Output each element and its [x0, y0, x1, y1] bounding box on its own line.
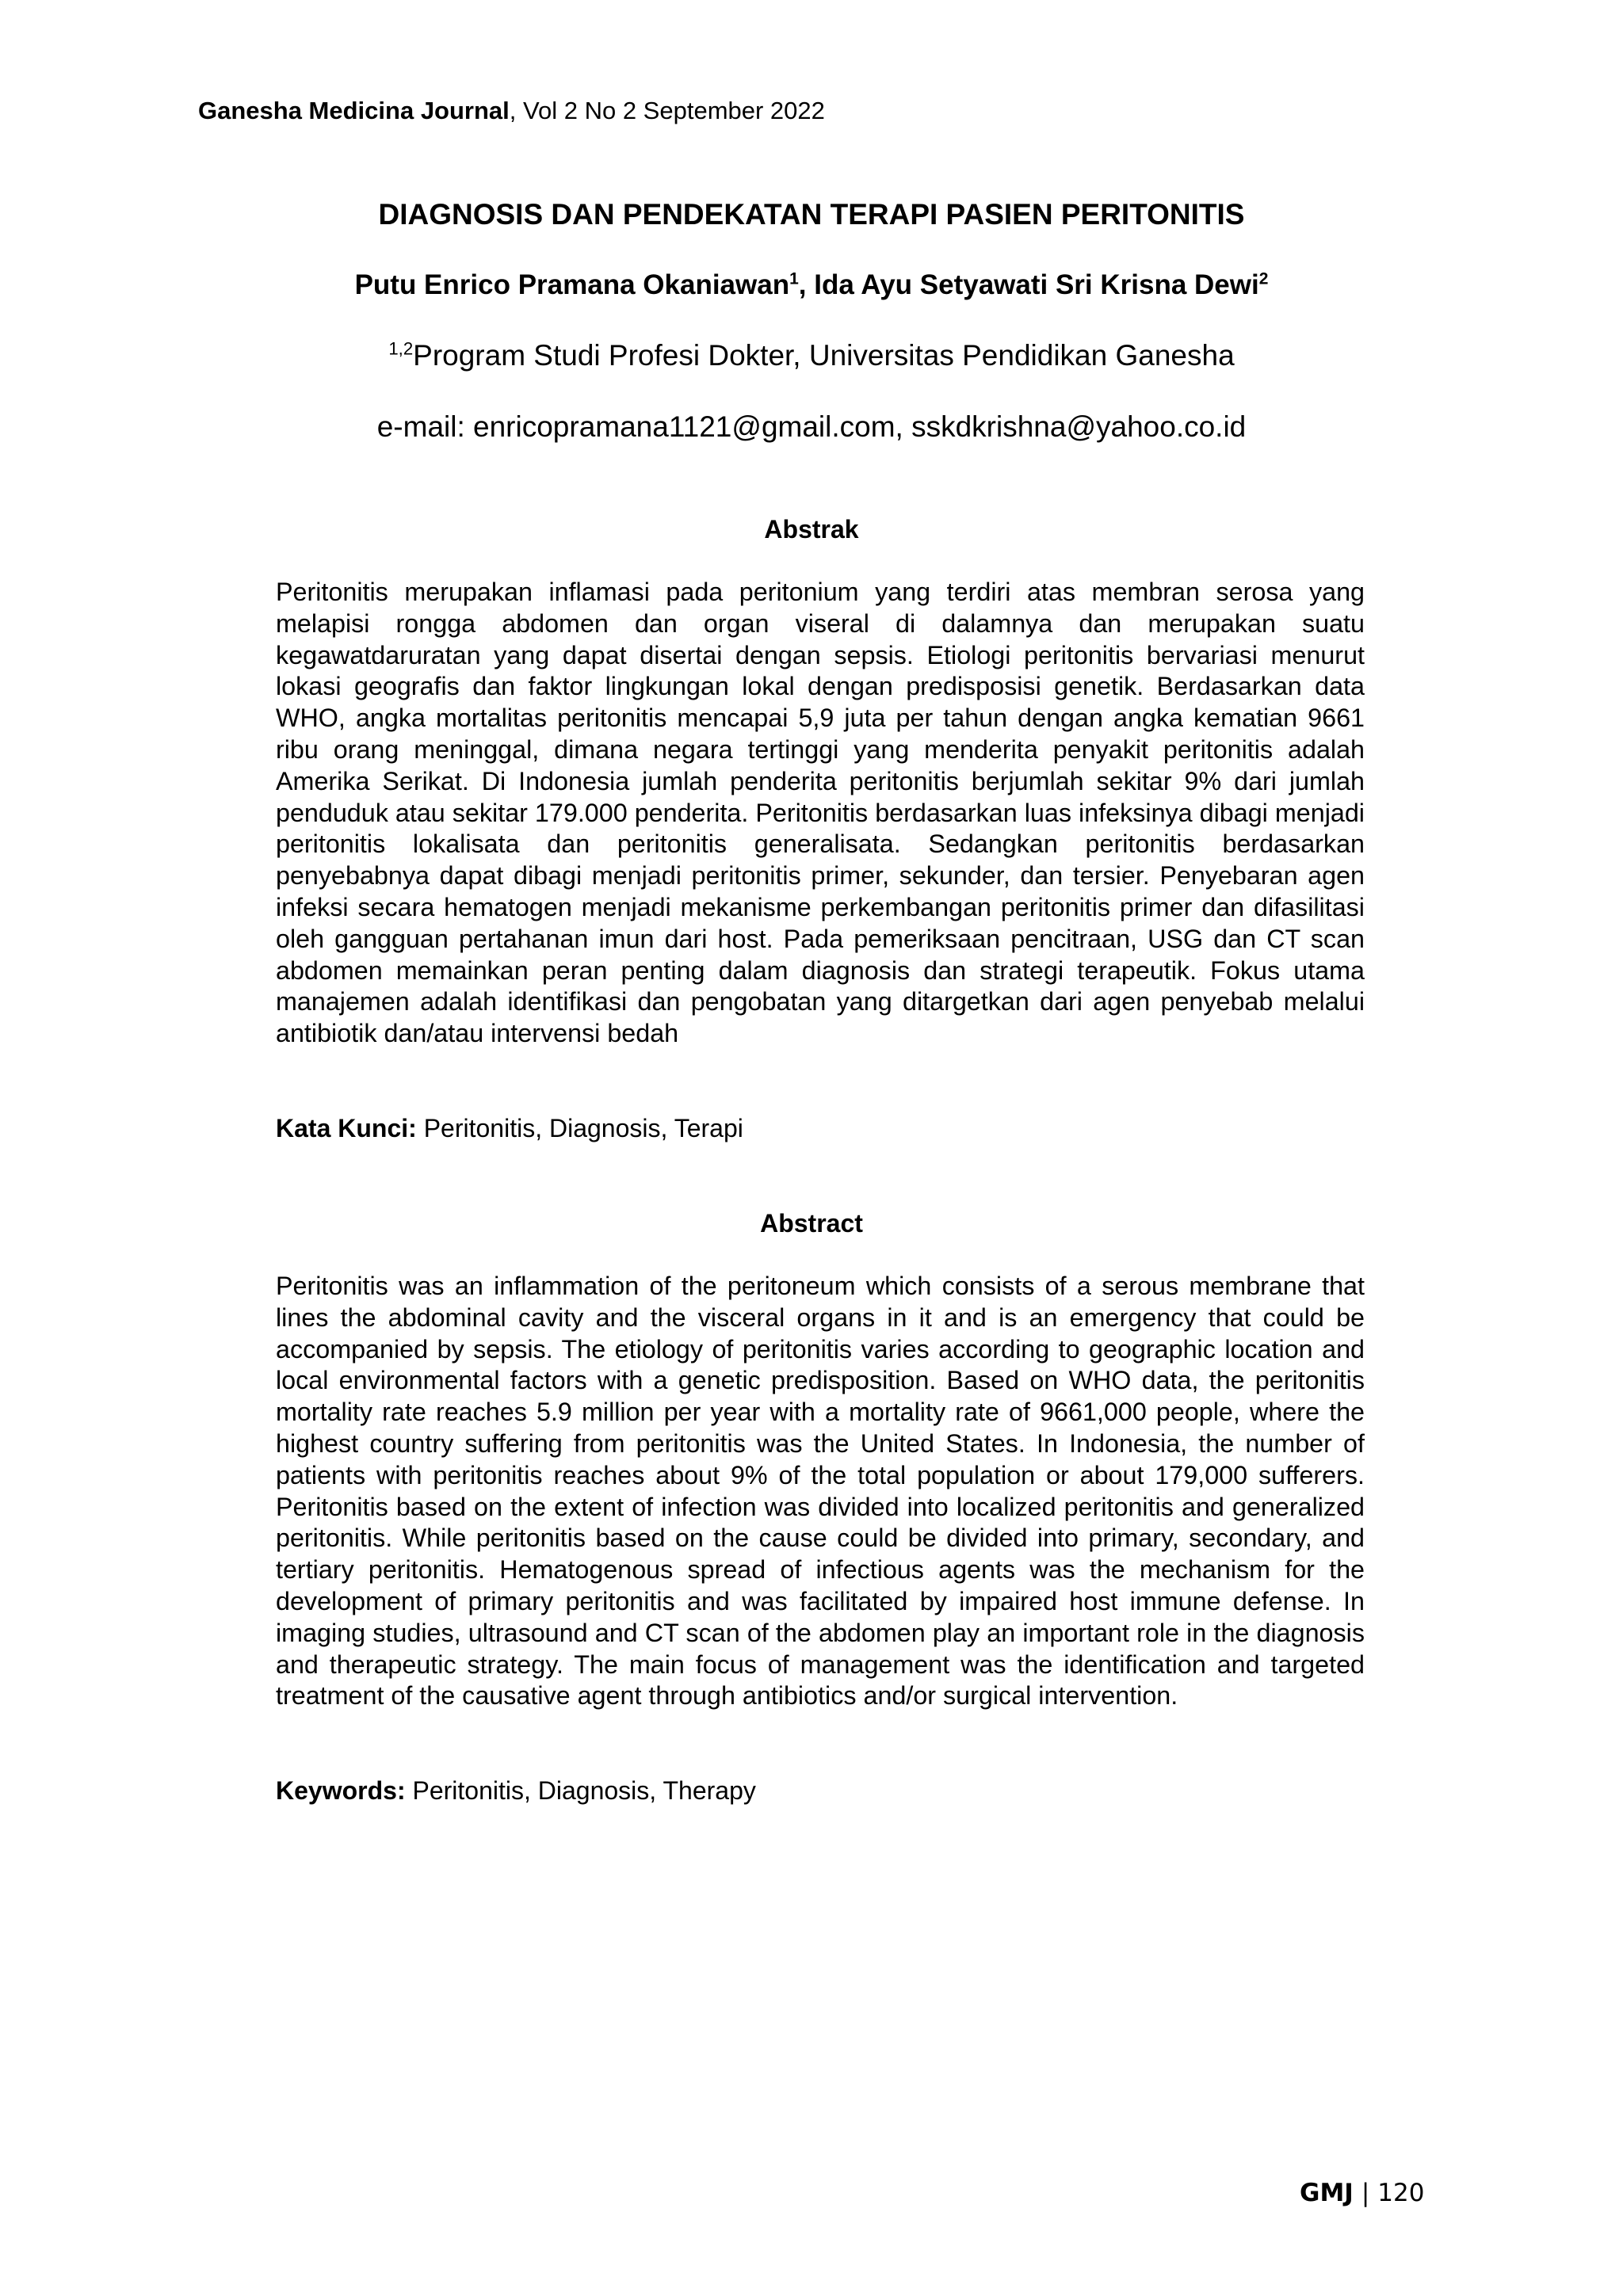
page-footer [1300, 2179, 1424, 2207]
footer-separator: | [1361, 2179, 1370, 2207]
abstract-keywords [276, 1776, 756, 1806]
author-1: Putu Enrico Pramana Okaniawan [354, 269, 790, 300]
author-2: Ida Ayu Setyawati Sri Krisna Dewi [814, 269, 1259, 300]
abstract-keywords-label: Keywords: [276, 1776, 406, 1805]
author-1-affiliation-mark: 1 [789, 269, 799, 288]
journal-header [198, 97, 825, 125]
footer-journal-abbr: GMJ [1300, 2179, 1354, 2207]
abstrak-keywords-label: Kata Kunci: [276, 1114, 417, 1142]
paper-title: DIAGNOSIS DAN PENDEKATAN TERAPI PASIEN PERITONITIS [378, 198, 1245, 231]
affiliation-text: Program Studi Profesi Dokter, Universitas Pendidikan Ganesha [413, 339, 1235, 372]
email-line: e-mail: enricopramana1121@gmail.com, sskdkrishna@yahoo.co.id [376, 410, 1247, 443]
author-2-affiliation-mark: 2 [1258, 269, 1269, 288]
abstract-heading: Abstract [760, 1209, 863, 1238]
page-number: 120 [1377, 2179, 1425, 2207]
affiliation [0, 339, 1623, 372]
author-line [0, 269, 1623, 301]
journal-volume: , Vol 2 No 2 September 2022 [509, 97, 825, 124]
abstrak-body: Peritonitis merupakan inflamasi pada peritonium yang terdiri atas membran serosa yang melapisi rongga abdomen dan organ viseral di dalamnya dan merupakan suatu kegawatdaruratan yang dapat disertai dengan sepsis. Etiologi peritonitis bervariasi menurut lokasi geografis dan faktor lingkungan lokal dengan predisposisi genetik. Berdasarkan data WHO, angka mortalitas peritonitis mencapai 5,9 juta per tahun dengan angka kematian 9661 ribu orang meninggal, dimana negara tertinggi yang menderita penyakit peritonitis adalah Amerika Serikat. Di Indonesia jumlah penderita peritonitis berjumlah sekitar 9% dari jumlah penduduk atau sekitar 179.000 penderita. Peritonitis berdasarkan luas infeksinya dibagi menjadi peritonitis lokalisata dan peritonitis generalisata. Sedangkan peritonitis berdasarkan penyebabnya dapat dibagi menjadi peritonitis primer, sekunder, dan tersier. Penyebaran agen infeksi secara hematogen menjadi mekanisme perkembangan peritonitis primer dan difasilitasi oleh gangguan pertahanan imun dari host. Pada pemeriksaan pencitraan, USG dan CT scan abdomen memainkan peran penting dalam diagnosis dan strategi terapeutik. Fokus utama manajemen adalah identifikasi dan pengobatan yang ditargetkan dari agen penyebab melalui antibiotik dan/atau intervensi bedah [276, 578, 1365, 1048]
abstrak-heading: Abstrak [764, 515, 859, 543]
abstract-keywords-text: Peritonitis, Diagnosis, Therapy [405, 1776, 756, 1805]
abstrak-keywords [276, 1114, 743, 1143]
journal-name: Ganesha Medicina Journal [198, 97, 510, 124]
affiliation-mark: 1,2 [388, 338, 414, 359]
abstract-body: Peritonitis was an inflammation of the peritoneum which consists of a serous membrane that lines the abdominal cavity and the visceral organs in it and is an emergency that could be accompanied by sepsis. The etiology of peritonitis varies according to geographic location and local environmental factors with a genetic predisposition. Based on WHO data, the peritonitis mortality rate reaches 5.9 million per year with a mortality rate of 9661,000 people, where the highest country suffering from peritonitis was the United States. In Indonesia, the number of patients with peritonitis reaches about 9% of the total population or about 179,000 sufferers. Peritonitis based on the extent of infection was divided into localized peritonitis and generalized peritonitis. While peritonitis based on the cause could be divided into primary, secondary, and tertiary peritonitis. Hematogenous spread of infectious agents was the mechanism for the development of primary peritonitis and was facilitated by impaired host immune defense. In imaging studies, ultrasound and CT scan of the abdomen play an important role in the diagnosis and therapeutic strategy. The main focus of management was the identification and targeted treatment of the causative agent through antibiotics and/or surgical intervention. [276, 1272, 1365, 1711]
author-separator: , [798, 269, 815, 300]
abstrak-keywords-text: Peritonitis, Diagnosis, Terapi [416, 1114, 743, 1142]
